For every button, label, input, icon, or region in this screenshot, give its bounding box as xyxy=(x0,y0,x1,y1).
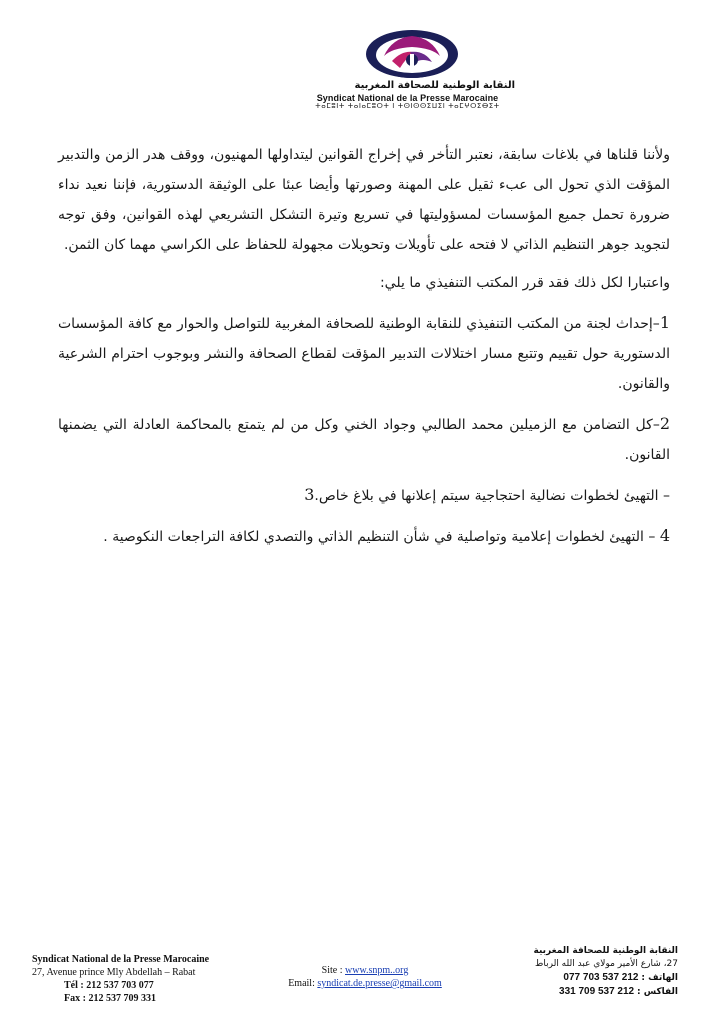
tel-label-arabic: الهاتف : xyxy=(641,973,678,983)
footer-fax-french: Fax : 212 537 709 331 xyxy=(64,993,156,1004)
decision-item xyxy=(58,521,670,552)
email-label: Email: xyxy=(288,978,315,989)
statement-body xyxy=(58,140,670,562)
footer-tel-french: Tél : 212 537 703 077 xyxy=(64,980,154,991)
decision-text: –كل التضامن مع الزميلين محمد الطالبي وجواد الخني وكل من لم يتمتع بالمحاكمة العادلة التي يضمنها القانون. xyxy=(58,417,670,463)
tel-number-arabic: 077 703 537 212 xyxy=(563,972,639,983)
footer-contact-arabic xyxy=(498,945,678,999)
footer-org-french: Syndicat National de la Presse Marocaine xyxy=(32,954,210,965)
footer-web-contact xyxy=(260,964,470,990)
site-label: Site : xyxy=(321,965,343,976)
decision-item xyxy=(58,308,670,399)
decision-item xyxy=(58,409,670,470)
decision-number: 2 xyxy=(659,414,670,433)
decision-text: –إحداث لجنة من المكتب التنفيذي للنقابة الوطنية للصحافة المغربية للتواصل والحوار مع كافة المؤسسات الدستورية حول تقييم وتتبع مسار اختلالات التدبير المؤقت لقطاع الصحافة والنشر وبوجوب احترام الشرعية والقانون. xyxy=(58,316,670,392)
fax-label-arabic: الفاكس : xyxy=(636,987,678,997)
logo-french-name: Syndicat National de la Presse Marocaine xyxy=(316,93,499,103)
website-link[interactable]: www.snpm..org xyxy=(345,965,409,976)
footer-address-french: 27, Avenue prince Mly Abdellah – Rabat xyxy=(32,967,196,978)
logo-tifinagh-name: ⵜⴰⵎⵓⵏⵜ ⵜⴰⵏⴰⵎⵓⵔⵜ ⵏ ⵜⵙⵏⵙⵙⵉⵡⵉⵏ ⵜⴰⵎⵖⵔⵉⴱⵉⵜ xyxy=(315,102,500,110)
email-link[interactable]: syndicat.de.presse@gmail.com xyxy=(317,978,442,989)
footer-contact-french xyxy=(32,953,262,1005)
footer-address-arabic: 27، شارع الأمير مولاي عبد الله الرباط xyxy=(535,959,678,969)
decision-text: – التهيئ لخطوات نضالية احتجاجية سيتم إعلانها في بلاغ خاص. xyxy=(314,488,670,504)
decisions-lead: واعتبارا لكل ذلك فقد قرر المكتب التنفيذي ما يلي: xyxy=(379,275,670,291)
decision-number: 4 xyxy=(659,526,670,545)
fax-number-arabic: 331 709 537 212 xyxy=(559,986,635,997)
logo-arabic-name: النقابة الوطنية للصحافة المغربية xyxy=(354,80,515,91)
decision-number: 3 xyxy=(304,485,315,504)
decision-item xyxy=(58,480,670,511)
decision-number: 1 xyxy=(659,313,670,332)
syndicate-logo-emblem xyxy=(362,28,462,78)
decision-text: – التهيئ لخطوات إعلامية وتواصلية في شأن التنظيم الذاتي والتصدي لكافة التراجعات النكوصية . xyxy=(103,529,660,545)
intro-paragraph: ولأننا قلناها في بلاغات سابقة، نعتبر التأخر في إخراج القوانين ليتداولها المهنيون، ووقف هدر الزمن والتدبير المؤقت الذي تحول الى عبء ثقيل على المهنة وصورتها وأيضا عبئا على الوثيقة الدستورية، فإننا نعيد نداء ضرورة تحمل جميع المؤسسات لمسؤوليتها في تسريع وتيرة التشكل التشريعي لهذه القوانين، وفق توجه لتجويد جوهر التنظيم الذاتي لا فتحه على تأويلات وتحويلات مجهولة للحفاظ على الكراسي مهما كان الثمن. xyxy=(58,147,670,253)
header xyxy=(300,28,515,110)
footer-org-arabic: النقابة الوطنية للصحافة المغربية xyxy=(533,946,678,956)
footer xyxy=(0,945,720,1005)
